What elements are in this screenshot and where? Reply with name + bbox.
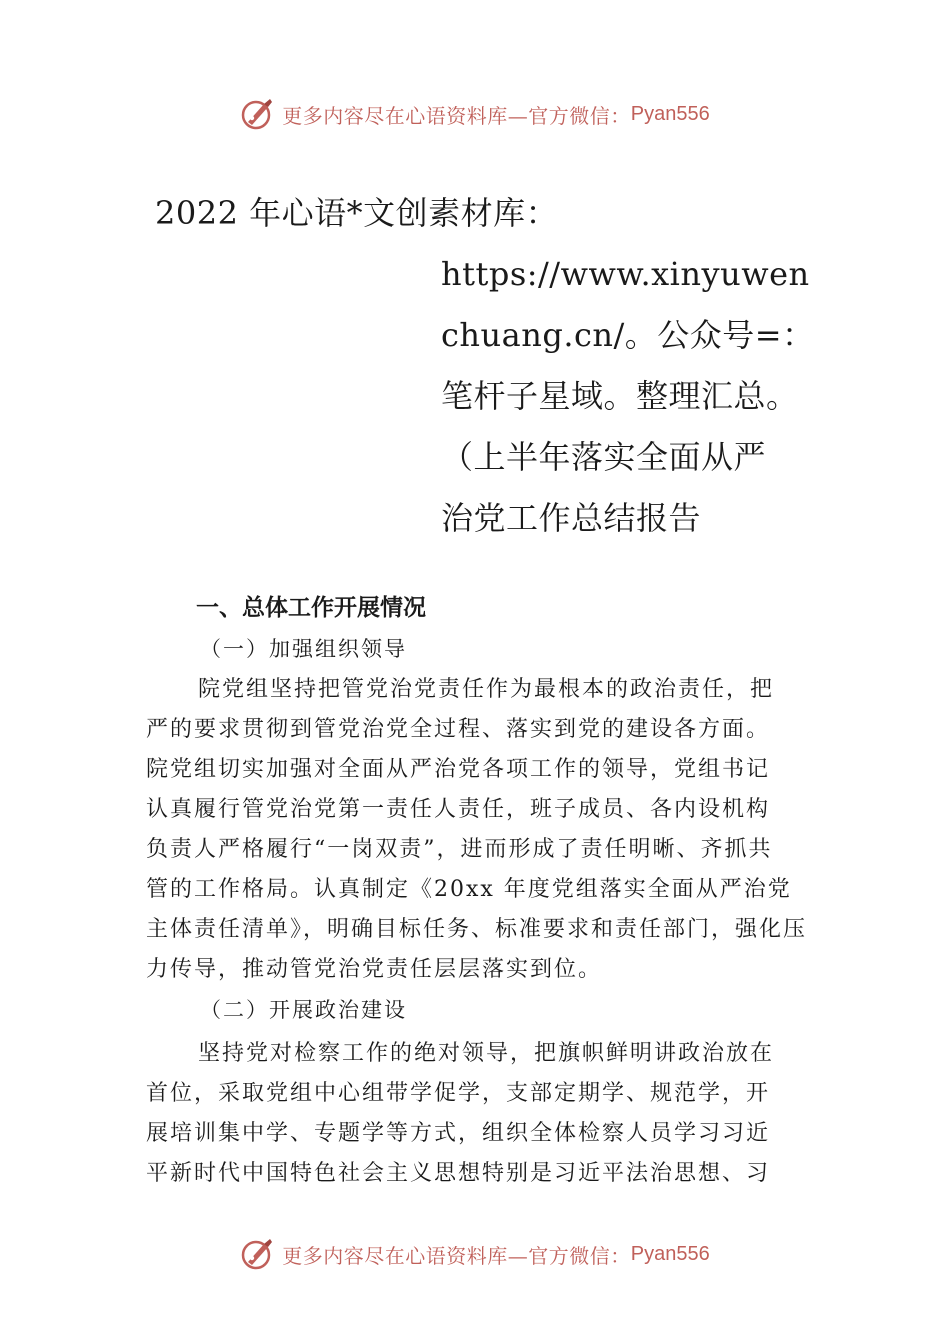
paragraph-line: 管的工作格局。认真制定《20xx 年度党组落实全面从严治党 [146,877,792,902]
header-banner [0,94,950,134]
paragraph-line: 负责人严格履行“一岗双责”，进而形成了责任明晰、齐抓共 [146,837,773,862]
paragraph-line: 坚持党对检察工作的绝对领导，把旗帜鲜明讲政治放在 [198,1041,775,1066]
subsection-heading: （一）加强组织领导 [200,637,407,661]
document-title-block [441,244,841,549]
paragraph-line: 院党组坚持把管党治党责任作为最根本的政治责任，把 [198,677,775,702]
banner-text: 更多内容尽在心语资料库—官方微信： [282,1243,631,1268]
paragraph-line: 力传导，推动管党治党责任层层落实到位。 [146,957,603,982]
title-line: 治党工作总结报告 [441,499,702,537]
paragraph-line: 认真履行管党治党第一责任人责任，班子成员、各内设机构 [146,797,771,822]
pen-seal-icon [240,96,276,132]
title-line: 笔杆子星域。整理汇总。 [441,377,799,415]
paragraph [146,1034,826,1194]
paragraph-line: 首位，采取党组中心组带学促学，支部定期学、规范学，开 [146,1081,771,1106]
paragraph [146,670,826,990]
document-title-line1: 2022 年心语*文创素材库： [155,194,559,232]
banner-wechat-id: Pyan556 [630,102,710,125]
title-line: chuang.cn/。公众号=： [441,316,815,354]
title-line: https://www.xinyuwen [441,255,810,293]
pen-seal-icon [240,1236,276,1272]
section-heading: 一、总体工作开展情况 [196,595,426,621]
title-line: （上半年落实全面从严 [441,438,767,476]
footer-banner [0,1234,950,1274]
banner-wechat-id: Pyan556 [630,1242,710,1265]
subsection-heading: （二）开展政治建设 [200,998,407,1022]
paragraph-line: 主体责任清单》，明确目标任务、标准要求和责任部门，强化压 [146,917,808,942]
paragraph-line: 院党组切实加强对全面从严治党各项工作的领导，党组书记 [146,757,771,782]
banner-text: 更多内容尽在心语资料库—官方微信： [282,103,631,128]
paragraph-line: 展培训集中学、专题学等方式，组织全体检察人员学习习近 [146,1121,771,1146]
paragraph-line: 平新时代中国特色社会主义思想特别是习近平法治思想、习 [146,1161,771,1186]
paragraph-line: 严的要求贯彻到管党治党全过程、落实到党的建设各方面。 [146,717,771,742]
